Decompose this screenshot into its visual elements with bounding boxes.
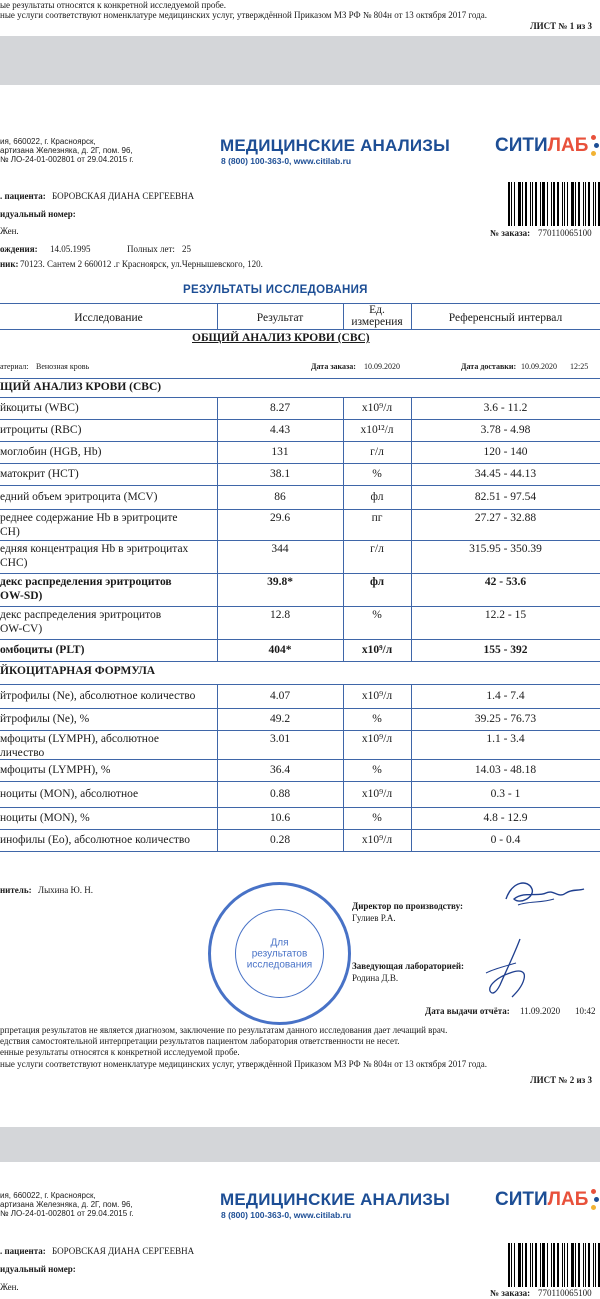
result-value: 38.1 [269, 468, 291, 480]
reference-range: 155 - 392 [483, 644, 528, 656]
barcode-bar [585, 182, 586, 226]
barcode-bar [532, 1243, 533, 1287]
results-title: РЕЗУЛЬТАТЫ ИССЛЕДОВАНИЯ [183, 284, 368, 296]
test-name: йтрофилы (Ne), % [0, 713, 90, 725]
reference-range: 1.1 - 3.4 [486, 733, 525, 745]
previous-sheet-fragment [0, 0, 600, 36]
result-value: 131 [271, 446, 289, 458]
reference-range: 12.2 - 15 [484, 609, 527, 621]
patient-name-label: . пациента: [0, 191, 46, 201]
barcode-bar [583, 182, 584, 226]
test-name: итроциты (RBC) [0, 424, 82, 436]
result-unit: г/л [370, 446, 384, 458]
result-unit: x10⁹/л [361, 733, 393, 745]
barcode-bar [595, 1243, 596, 1287]
stamp-line: исследования [246, 959, 313, 970]
result-unit: пг [371, 512, 383, 524]
issue-date-label: Дата выдачи отчёта: [425, 1006, 510, 1016]
barcode-bar [588, 1243, 590, 1287]
delivery-date: 10.09.2020 [521, 362, 557, 371]
order-date: 10.09.2020 [364, 362, 400, 371]
executor-name: Лыхина Ю. Н. [38, 885, 94, 895]
barcode-bar [562, 182, 563, 226]
test-name-continued: OW-SD) [0, 590, 43, 602]
result-unit: фл [369, 576, 385, 588]
test-name: йкоциты (WBC) [0, 402, 79, 414]
sheet-number: ЛИСТ № 2 из 3 [529, 1075, 592, 1085]
reference-range: 3.78 - 4.98 [480, 424, 531, 436]
patient-name-label: . пациента: [0, 1246, 46, 1256]
lab-address-line: артизана Железняка, д. 2Г, пом. 96, [0, 146, 133, 155]
table-border [0, 329, 600, 330]
result-value: 4.43 [269, 424, 291, 436]
barcode-bar [593, 182, 594, 226]
test-name: омбоциты (PLT) [0, 644, 85, 656]
table-row-border [0, 730, 600, 731]
barcode-bar [595, 182, 596, 226]
result-value: 29.6 [269, 512, 291, 524]
order-number-label: № заказа: [490, 1288, 531, 1298]
director-label: Директор по производству: [352, 901, 463, 911]
citilab-logo [495, 135, 588, 157]
table-row-border [0, 684, 600, 685]
barcode-bar [547, 1243, 548, 1287]
order-number: 770110065100 [538, 228, 592, 238]
column-header-units: Ед. [369, 304, 385, 316]
result-unit: % [372, 713, 382, 725]
lab-stamp-text [247, 937, 312, 970]
lab-address-line: ия, 660022, г. Красноярск, [0, 137, 96, 146]
order-number: 770110065100 [538, 1288, 592, 1298]
logo-dot-icon [594, 1197, 599, 1202]
barcode-bar [588, 182, 590, 226]
patient-name: БОРОВСКАЯ ДИАНА СЕРГЕЕВНА [52, 191, 195, 201]
barcode-bar [511, 1243, 512, 1287]
barcode-bar [567, 1243, 568, 1287]
result-value: 4.07 [269, 690, 291, 702]
table-row-border [0, 419, 600, 420]
delivery-date-label: Дата доставки: [461, 362, 517, 371]
test-name: моглобин (HGB, Hb) [0, 446, 102, 458]
footer-note: рпретация результатов не является диагнозом, заключение по результатам данного исследования дает лечащий врач. [0, 1025, 448, 1035]
next-sheet-fragment [0, 1162, 600, 1299]
footer-note: ые результаты относятся к конкретной исследуемой пробе. [0, 0, 227, 10]
reference-range: 1.4 - 7.4 [486, 690, 525, 702]
barcode-bar [532, 182, 533, 226]
result-value: 8.27 [269, 402, 291, 414]
table-row-border [0, 540, 600, 541]
test-name: декс распределения эритроцитов [0, 609, 162, 621]
test-name: реднее содержание Hb в эритроците [0, 512, 178, 524]
footer-note: едствия самостоятельной интерпретации результатов пациентом лаборатория ответственности не несет. [0, 1036, 400, 1046]
panel-title: ОБЩИЙ АНАЛИЗ КРОВИ (CBC) [192, 332, 370, 344]
result-value: 39.8* [267, 576, 293, 588]
order-barcode [508, 1243, 600, 1287]
test-name-continued: личество [0, 747, 45, 759]
order-barcode [508, 182, 600, 226]
clinic-label: ник: [0, 259, 19, 269]
lab-head-signature-icon [476, 933, 540, 1001]
brand-part-1: СИТИ [495, 1189, 548, 1210]
reference-range: 34.45 - 44.13 [474, 468, 537, 480]
result-unit: г/л [370, 543, 384, 555]
patient-dob-label: ождения: [0, 244, 38, 254]
barcode-bar [540, 182, 541, 226]
result-value: 3.01 [269, 733, 291, 745]
result-unit: x10⁹/л [361, 788, 393, 800]
citilab-logo [495, 1189, 588, 1211]
result-value: 36.4 [269, 764, 291, 776]
test-name: мфоциты (LYMPH), % [0, 764, 111, 776]
issue-time: 10:42 [575, 1006, 596, 1016]
table-row-border [0, 807, 600, 808]
result-value: 344 [271, 543, 289, 555]
table-row-border [0, 509, 600, 510]
result-value: 0.28 [269, 834, 291, 846]
table-row-border [0, 606, 600, 607]
patient-age: 25 [182, 244, 191, 254]
test-name: ноциты (MON), % [0, 812, 90, 824]
result-value: 86 [274, 491, 286, 503]
barcode-bar [557, 1243, 559, 1287]
test-name: йтрофилы (Ne), абсолютное количество [0, 690, 196, 702]
barcode-bar [547, 182, 548, 226]
brand-part-1: СИТИ [495, 135, 548, 156]
table-row-border [0, 639, 600, 640]
footer-note: ные услуги соответствуют номенклатуре медицинских услуг, утверждённой Приказом МЗ РФ № 804н от 13 октября 2017 года. [0, 1059, 487, 1069]
order-number-label: № заказа: [490, 228, 531, 238]
barcode-bar [564, 1243, 565, 1287]
table-row-border [0, 573, 600, 574]
result-value: 0.88 [269, 788, 291, 800]
barcode-bar [514, 182, 515, 226]
issue-date: 11.09.2020 [520, 1006, 561, 1016]
material: Венозная кровь [36, 362, 90, 371]
result-unit: x10⁹/л [361, 644, 393, 656]
test-name: едний объем эритроцита (MCV) [0, 491, 158, 503]
barcode-bar [530, 1243, 531, 1287]
result-unit: % [372, 764, 382, 776]
table-row-border [0, 829, 600, 830]
logo-dot-icon [591, 1189, 596, 1194]
lab-license: № ЛО-24-01-002801 от 29.04.2015 г. [0, 155, 134, 164]
result-value: 404* [268, 644, 292, 656]
brand-part-2: ЛАБ [547, 1189, 589, 1210]
barcode-bar [562, 1243, 563, 1287]
brand-part-2: ЛАБ [547, 135, 589, 156]
barcode-bar [535, 182, 537, 226]
barcode-bar [540, 1243, 541, 1287]
barcode-bar [518, 182, 521, 226]
section-title: ЩИЙ АНАЛИЗ КРОВИ (CBC) [0, 381, 162, 393]
lab-title: МЕДИЦИНСКИЕ АНАЛИЗЫ [220, 136, 450, 155]
barcode-bar [508, 1243, 510, 1287]
barcode-bar [578, 182, 580, 226]
barcode-bar [564, 182, 565, 226]
column-header-reference: Референсный интервал [448, 312, 563, 324]
patient-id-label: идуальный номер: [0, 209, 76, 219]
director-name: Гулиев Р.А. [352, 913, 396, 923]
result-unit: x10⁹/л [361, 402, 393, 414]
test-name: декс распределения эритроцитов [0, 576, 172, 588]
patient-id-label: идуальный номер: [0, 1264, 76, 1274]
barcode-bar [511, 182, 512, 226]
logo-dot-icon [591, 1205, 596, 1210]
delivery-time: 12:25 [570, 362, 589, 371]
table-row-border [0, 485, 600, 486]
stamp-line: Для [270, 937, 289, 948]
table-row-border [0, 708, 600, 709]
barcode-bar [557, 182, 559, 226]
footer-note: енные результаты относятся к конкретной исследуемой пробе. [0, 1047, 240, 1057]
test-name: едняя концентрация Hb в эритроцитах [0, 543, 189, 555]
test-name: ноциты (MON), абсолютное [0, 788, 139, 800]
barcode-bar [553, 182, 555, 226]
logo-dot-icon [591, 135, 596, 140]
barcode-bar [542, 1243, 545, 1287]
table-row-border [0, 463, 600, 464]
barcode-bar [522, 1243, 523, 1287]
lab-phone: 8 (800) 100-363-0, www.citilab.ru [221, 156, 352, 166]
test-name: мфоциты (LYMPH), абсолютное [0, 733, 159, 745]
barcode-bar [522, 182, 523, 226]
barcode-bar [567, 182, 568, 226]
lab-license: № ЛО-24-01-002801 от 29.04.2015 г. [0, 1209, 134, 1218]
reference-range: 42 - 53.6 [484, 576, 527, 588]
result-value: 12.8 [269, 609, 291, 621]
barcode-bar [525, 182, 527, 226]
barcode-bar [530, 182, 531, 226]
reference-range: 82.51 - 97.54 [474, 491, 537, 503]
result-unit: % [372, 812, 382, 824]
table-row-border [0, 759, 600, 760]
clinic-address: 70123. Сантем 2 660012 .г Красноярск, ул.Чернышевского, 120. [20, 259, 263, 269]
result-unit: % [372, 468, 382, 480]
barcode-bar [542, 182, 545, 226]
footer-note: ные услуги соответствуют номенклатуре медицинских услуг, утверждённой Приказом МЗ РФ № 804н от 13 октября 2017 года. [0, 10, 487, 20]
patient-age-label: Полных лет: [127, 244, 175, 254]
patient-dob: 14.05.1995 [50, 244, 91, 254]
result-unit: x10⁹/л [361, 690, 393, 702]
table-border [0, 303, 600, 304]
barcode-bar [551, 182, 552, 226]
reference-range: 3.6 - 11.2 [483, 402, 528, 414]
reference-range: 120 - 140 [483, 446, 528, 458]
section-title: ЙКОЦИТАРНАЯ ФОРМУЛА [0, 665, 156, 677]
barcode-bar [553, 1243, 555, 1287]
barcode-bar [518, 1243, 521, 1287]
patient-name: БОРОВСКАЯ ДИАНА СЕРГЕЕВНА [52, 1246, 195, 1256]
barcode-bar [571, 1243, 574, 1287]
column-header-result: Результат [256, 312, 304, 324]
reference-range: 0.3 - 1 [490, 788, 521, 800]
lab-phone: 8 (800) 100-363-0, www.citilab.ru [221, 1210, 352, 1220]
reference-range: 14.03 - 48.18 [474, 764, 537, 776]
lab-head-label: Заведующая лабораторией: [352, 961, 465, 971]
table-row-border [0, 397, 600, 398]
result-unit: % [372, 609, 382, 621]
result-unit: фл [370, 491, 384, 503]
reference-range: 315.95 - 350.39 [469, 543, 542, 555]
result-unit: x10¹²/л [360, 424, 394, 436]
barcode-bar [583, 1243, 584, 1287]
barcode-bar [585, 1243, 586, 1287]
reference-range: 4.8 - 12.9 [483, 812, 528, 824]
test-name: инофилы (Eo), абсолютное количество [0, 834, 190, 846]
table-border [0, 378, 600, 379]
barcode-bar [508, 182, 510, 226]
director-signature-icon [498, 875, 586, 915]
logo-dot-icon [594, 143, 599, 148]
order-date-label: Дата заказа: [311, 362, 356, 371]
barcode-bar [571, 182, 574, 226]
test-name-continued: CHC) [0, 557, 28, 569]
stamp-line: результатов [251, 948, 308, 959]
result-value: 49.2 [269, 713, 291, 725]
result-value: 10.6 [269, 812, 291, 824]
logo-dot-icon [591, 151, 596, 156]
test-name: матокрит (HCT) [0, 468, 79, 480]
patient-sex: Жен. [0, 226, 19, 236]
table-row-border [0, 781, 600, 782]
barcode-bar [525, 1243, 527, 1287]
column-header-test: Исследование [74, 312, 143, 324]
report-sheet [0, 85, 600, 1127]
sheet-number: ЛИСТ № 1 из 3 [529, 21, 592, 31]
executor-label: нитель: [0, 885, 32, 895]
barcode-bar [575, 182, 576, 226]
test-name-continued: OW-CV) [0, 623, 43, 635]
lab-stamp [208, 882, 351, 1025]
table-row-border [0, 851, 600, 852]
lab-address-line: ия, 660022, г. Красноярск, [0, 1191, 96, 1200]
test-name-continued: CH) [0, 526, 20, 538]
material-label: атериал: [0, 362, 29, 371]
barcode-bar [593, 1243, 594, 1287]
reference-range: 27.27 - 32.88 [474, 512, 537, 524]
table-row-border [0, 441, 600, 442]
barcode-bar [514, 1243, 515, 1287]
result-unit: x10⁹/л [361, 834, 393, 846]
patient-sex: Жен. [0, 1282, 19, 1292]
lab-head-name: Родина Д.В. [352, 973, 399, 983]
barcode-bar [551, 1243, 552, 1287]
barcode-bar [575, 1243, 576, 1287]
barcode-bar [535, 1243, 537, 1287]
reference-range: 0 - 0.4 [490, 834, 521, 846]
column-header-units-2: измерения [351, 316, 403, 328]
lab-title: МЕДИЦИНСКИЕ АНАЛИЗЫ [220, 1190, 450, 1209]
reference-range: 39.25 - 76.73 [474, 713, 537, 725]
table-row-border [0, 661, 600, 662]
barcode-bar [578, 1243, 580, 1287]
lab-address-line: артизана Железняка, д. 2Г, пом. 96, [0, 1200, 133, 1209]
